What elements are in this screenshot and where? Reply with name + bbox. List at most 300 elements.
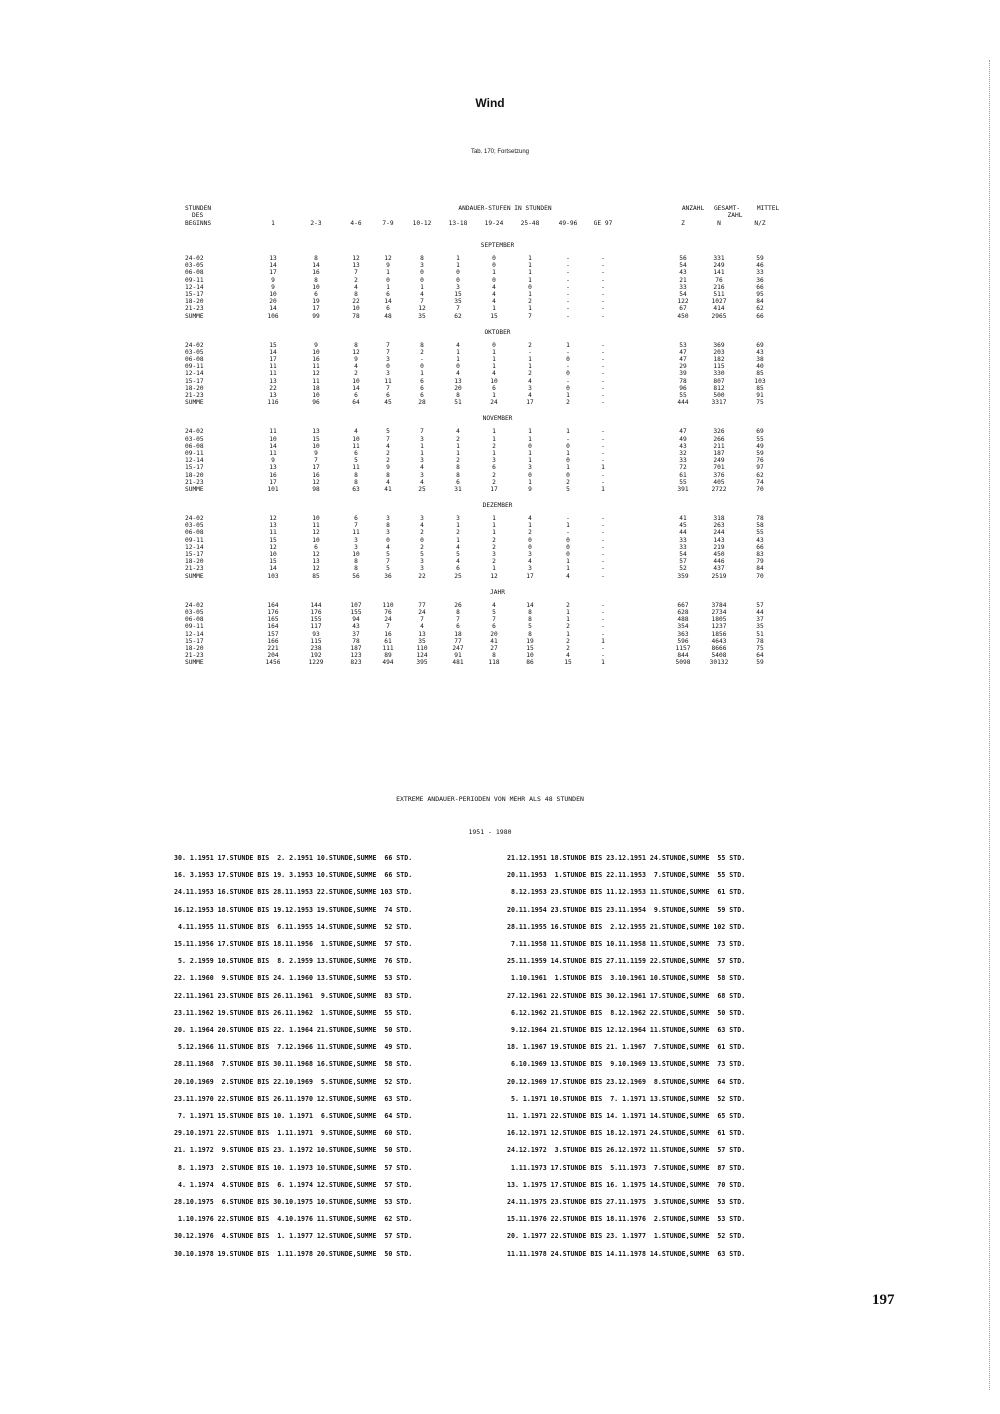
table-cell: 8	[528, 608, 532, 616]
table-cell: 9	[271, 276, 275, 284]
table-cell: 55	[756, 435, 764, 443]
table-cell: 21-23	[185, 565, 204, 573]
table-cell: 1	[492, 515, 496, 523]
table-cell: -	[601, 536, 605, 544]
table-cell: 1	[492, 269, 496, 277]
table-cell: 16	[312, 356, 320, 364]
table-cell: 0	[528, 536, 532, 544]
table-cell: -	[566, 515, 570, 523]
table-cell: 376	[713, 471, 725, 479]
table-cell: 7	[456, 305, 460, 313]
period-entry: 1.11.1973 17.STUNDE BIS 5.11.1973 7.STUNDE,SUMME 87 STD.	[507, 1163, 746, 1172]
table-cell: 54	[679, 290, 687, 298]
table-row	[185, 565, 795, 572]
table-cell: 24-02	[185, 601, 204, 609]
table-cell: 2	[528, 529, 532, 537]
table-cell: 10	[352, 377, 360, 385]
period-entry: 11.11.1978 24.STUNDE BIS 14.11.1978 14.STUNDE,SUMME 63 STD.	[507, 1249, 746, 1258]
table-cell: 7	[528, 312, 532, 320]
table-cell: 69	[756, 428, 764, 436]
table-cell: 326	[713, 428, 725, 436]
table-cell: 3	[420, 435, 424, 443]
table-cell: 143	[713, 536, 725, 544]
table-cell: 1456	[265, 659, 281, 667]
table-cell: 41	[384, 485, 392, 493]
table-cell: 24	[490, 399, 498, 407]
table-cell: 4	[528, 392, 532, 399]
table-cell: 75	[756, 644, 764, 652]
table-cell: 4	[386, 478, 390, 486]
extreme-periods-heading: EXTREME ANDAUER-PERIODEN VON MEHR ALS 48 STUNDEN	[396, 795, 584, 803]
table-cell: 1	[492, 356, 496, 364]
table-cell: 13	[269, 464, 277, 472]
table-cell: 1	[492, 435, 496, 443]
table-cell: 8	[354, 478, 358, 486]
table-cell: -	[566, 312, 570, 320]
table-cell: 8	[420, 341, 424, 349]
table-cell: 4	[420, 464, 424, 472]
table-cell: 176	[310, 608, 322, 616]
table-cell: 49	[756, 442, 764, 450]
table-cell: 14	[312, 262, 320, 270]
table-cell: 7	[386, 341, 390, 349]
table-cell: 318	[713, 515, 725, 523]
table-cell: 9	[271, 457, 275, 465]
table-cell: 7	[386, 558, 390, 566]
table-cell: 3	[528, 464, 532, 472]
table-cell: 107	[350, 601, 362, 609]
header-col-1: 1	[271, 220, 275, 227]
table-cell: 7	[420, 616, 424, 624]
table-cell: 17	[526, 572, 534, 580]
table-cell: 12	[352, 255, 360, 262]
table-cell: 11	[352, 442, 360, 450]
table-row	[185, 544, 795, 551]
table-cell: 9	[314, 341, 318, 349]
table-cell: -	[601, 442, 605, 450]
table-row	[185, 262, 795, 269]
table-cell: 0	[566, 543, 570, 551]
table-cell: 03-05	[185, 522, 204, 530]
table-cell: 6	[420, 392, 424, 399]
period-entry: 20.11.1953 1.STUNDE BIS 22.11.1953 7.STUNDE,SUMME 55 STD.	[507, 871, 746, 880]
table-cell: -	[601, 392, 605, 399]
table-cell: -	[420, 356, 424, 364]
table-cell: 59	[756, 449, 764, 457]
table-cell: -	[601, 305, 605, 313]
table-cell: 57	[679, 558, 687, 566]
table-cell: 18-20	[185, 298, 204, 306]
table-cell: 0	[492, 341, 496, 349]
table-cell: 14	[269, 348, 277, 356]
table-cell: 2	[456, 457, 460, 465]
table-cell: 12	[312, 565, 320, 573]
table-cell: 0	[566, 384, 570, 392]
table-cell: 6	[354, 392, 358, 399]
table-cell: 09-11	[185, 449, 204, 457]
table-cell: 1229	[308, 659, 324, 667]
period-entry: 28.11.1968 7.STUNDE BIS 30.11.1968 16.STUNDE,SUMME 58 STD.	[174, 1060, 413, 1069]
table-cell: 187	[713, 449, 725, 457]
table-row	[185, 659, 795, 666]
table-cell: 11	[269, 370, 277, 378]
table-cell: 20	[490, 630, 498, 638]
table-cell: 99	[312, 312, 320, 320]
table-cell: 06-08	[185, 616, 204, 624]
table-cell: 45	[679, 522, 687, 530]
table-cell: 19	[526, 637, 534, 645]
table-cell: 5	[492, 608, 496, 616]
table-cell: 14	[384, 298, 392, 306]
table-cell: 8	[354, 471, 358, 479]
table-cell: 1	[601, 637, 605, 645]
table-cell: -	[566, 305, 570, 313]
table-cell: 76	[756, 457, 764, 465]
table-cell: 1	[456, 442, 460, 450]
table-cell: 157	[267, 630, 279, 638]
table-cell: 1	[528, 305, 532, 313]
header-col-12: N	[717, 220, 721, 227]
table-cell: 46	[756, 262, 764, 270]
table-cell: 216	[713, 283, 725, 291]
table-cell: 86	[526, 659, 534, 667]
table-cell: 1	[456, 255, 460, 262]
table-cell: 76	[384, 608, 392, 616]
header-col-8: 25-48	[520, 220, 540, 227]
table-cell: 15-17	[185, 637, 204, 645]
table-cell: 5	[528, 623, 532, 631]
table-cell: 3	[420, 515, 424, 523]
table-row	[185, 515, 795, 522]
table-cell: 3	[386, 515, 390, 523]
table-row	[185, 573, 795, 580]
table-cell: 03-05	[185, 348, 204, 356]
period-entry: 30.10.1978 19.STUNDE BIS 1.11.1978 20.STUNDE,SUMME 50 STD.	[174, 1249, 413, 1258]
table-cell: 18-20	[185, 558, 204, 566]
table-cell: 6	[492, 464, 496, 472]
table-cell: 13	[312, 558, 320, 566]
table-cell: 165	[267, 616, 279, 624]
table-cell: -	[566, 290, 570, 298]
table-cell: 1	[601, 464, 605, 472]
table-cell: 36	[756, 276, 764, 284]
table-cell: 7	[314, 457, 318, 465]
table-cell: -	[566, 298, 570, 306]
period-entry: 23.11.1970 22.STUNDE BIS 26.11.1970 12.STUNDE,SUMME 63 STD.	[174, 1094, 413, 1103]
header-andauer-stufen: ANDAUER-STUFEN IN STUNDEN	[458, 205, 552, 212]
table-cell: 33	[679, 536, 687, 544]
table-cell: 5	[420, 551, 424, 558]
period-entry: 28.10.1975 6.STUNDE BIS 30.10.1975 10.STUNDE,SUMME 53 STD.	[174, 1198, 413, 1206]
table-cell: 8	[354, 290, 358, 298]
table-cell: -	[566, 363, 570, 371]
table-cell: 1	[566, 341, 570, 349]
table-cell: 0	[456, 276, 460, 284]
table-row	[185, 558, 795, 565]
table-cell: 09-11	[185, 363, 204, 371]
table-cell: 144	[310, 601, 322, 609]
table-cell: 6	[456, 478, 460, 486]
table-cell: 10	[352, 551, 360, 558]
table-cell: 06-08	[185, 269, 204, 277]
table-cell: 10	[352, 435, 360, 443]
table-cell: 03-05	[185, 262, 204, 270]
table-cell: 238	[310, 644, 322, 652]
table-cell: 3	[492, 457, 496, 465]
table-cell: 78	[352, 312, 360, 320]
table-caption: Tab. 170; Fortsetzung	[470, 149, 530, 155]
table-cell: 103	[754, 377, 766, 385]
table-cell: 11	[312, 377, 320, 385]
table-cell: 1	[566, 608, 570, 616]
table-cell: -	[601, 522, 605, 530]
table-cell: 1	[386, 283, 390, 291]
table-cell: 5	[566, 485, 570, 493]
table-cell: -	[566, 276, 570, 284]
table-cell: 2	[386, 449, 390, 457]
period-entry: 7. 1.1971 15.STUNDE BIS 10. 1.1971 6.STUNDE,SUMME 64 STD.	[174, 1112, 413, 1120]
table-cell: 203	[713, 348, 725, 356]
table-cell: 110	[382, 601, 394, 609]
period-entry: 16. 3.1953 17.STUNDE BIS 19. 3.1953 10.STUNDE,SUMME 66 STD.	[174, 871, 413, 880]
header-stunden: STUNDEN	[185, 205, 212, 212]
table-cell: -	[601, 644, 605, 652]
table-cell: 74	[756, 478, 764, 486]
table-cell: 43	[679, 269, 687, 277]
table-cell: 21-23	[185, 652, 204, 660]
table-cell: 12	[269, 515, 277, 523]
table-cell: 12	[269, 543, 277, 551]
table-cell: 44	[756, 608, 764, 616]
table-cell: SUMME	[185, 659, 204, 667]
header-mittel: MITTEL	[756, 205, 780, 212]
table-cell: 10	[269, 290, 277, 298]
table-cell: 43	[679, 442, 687, 450]
table-cell: 414	[713, 305, 725, 313]
table-cell: -	[601, 312, 605, 320]
table-cell: 4	[528, 558, 532, 566]
table-cell: 97	[756, 464, 764, 472]
table-cell: 1	[601, 485, 605, 493]
table-cell: 45	[384, 399, 392, 407]
period-entry: 18. 1.1967 19.STUNDE BIS 21. 1.1967 7.STUNDE,SUMME 61 STD.	[507, 1043, 746, 1052]
table-cell: 1	[456, 536, 460, 544]
table-cell: 1	[456, 449, 460, 457]
period-entry: 4.11.1955 11.STUNDE BIS 6.11.1955 14.STUNDE,SUMME 52 STD.	[174, 922, 413, 931]
table-cell: 15	[454, 290, 462, 298]
table-cell: 1027	[711, 298, 727, 306]
table-cell: 22	[269, 384, 277, 392]
table-cell: 1	[420, 442, 424, 450]
table-cell: 48	[384, 312, 392, 320]
table-cell: -	[601, 356, 605, 364]
table-cell: 32	[679, 449, 687, 457]
table-cell: 187	[350, 644, 362, 652]
table-cell: 6	[354, 449, 358, 457]
table-cell: 5	[354, 457, 358, 465]
table-cell: 1	[492, 522, 496, 530]
table-cell: 4	[566, 652, 570, 660]
table-cell: 2734	[711, 608, 727, 616]
table-cell: 1	[566, 630, 570, 638]
table-cell: 64	[352, 399, 360, 407]
table-cell: 4	[420, 522, 424, 530]
table-cell: 2	[566, 399, 570, 407]
table-cell: 77	[418, 601, 426, 609]
table-cell: SUMME	[185, 399, 204, 407]
table-cell: 89	[384, 652, 392, 660]
table-cell: 43	[756, 348, 764, 356]
table-cell: 18	[312, 384, 320, 392]
table-cell: 4	[566, 572, 570, 580]
table-cell: 444	[677, 399, 689, 407]
table-cell: 61	[679, 471, 687, 479]
table-cell: -	[566, 262, 570, 270]
table-cell: 1	[528, 269, 532, 277]
table-cell: 13	[269, 377, 277, 385]
table-cell: 62	[756, 305, 764, 313]
table-cell: 15-17	[185, 551, 204, 558]
table-cell: 10	[269, 551, 277, 558]
table-cell: -	[601, 608, 605, 616]
table-cell: 2	[528, 298, 532, 306]
table-cell: 3	[528, 384, 532, 392]
table-cell: 1	[386, 269, 390, 277]
table-cell: 26	[454, 601, 462, 609]
table-cell: 15	[269, 536, 277, 544]
table-cell: -	[601, 449, 605, 457]
table-cell: 8	[456, 392, 460, 399]
table-cell: 11	[269, 428, 277, 436]
table-cell: 9	[314, 449, 318, 457]
table-cell: 3	[420, 565, 424, 573]
table-row	[185, 291, 795, 298]
table-row	[185, 378, 795, 385]
table-cell: 391	[677, 485, 689, 493]
period-entry: 15.11.1976 22.STUNDE BIS 18.11.1976 2.STUNDE,SUMME 53 STD.	[507, 1215, 746, 1224]
table-cell: 1	[420, 370, 424, 378]
table-row	[185, 356, 795, 363]
table-cell: 15-17	[185, 377, 204, 385]
table-cell: 16	[384, 630, 392, 638]
table-cell: 59	[756, 255, 764, 262]
table-cell: -	[601, 478, 605, 486]
table-cell: -	[601, 543, 605, 551]
table-cell: 6	[354, 515, 358, 523]
table-cell: 54	[679, 551, 687, 558]
period-entry: 30. 1.1951 17.STUNDE BIS 2. 2.1951 10.STUNDE,SUMME 66 STD.	[174, 854, 413, 862]
table-cell: 2	[420, 543, 424, 551]
table-row	[185, 399, 795, 406]
table-cell: 116	[267, 399, 279, 407]
table-cell: 7	[420, 298, 424, 306]
table-cell: -	[601, 558, 605, 566]
table-cell: 20	[454, 384, 462, 392]
table-cell: -	[601, 515, 605, 523]
table-row	[185, 602, 795, 609]
table-cell: 15-17	[185, 464, 204, 472]
table-cell: 488	[677, 616, 689, 624]
table-cell: 2	[492, 442, 496, 450]
table-cell: 3	[492, 551, 496, 558]
table-cell: 3	[456, 515, 460, 523]
period-entry: 21.12.1951 18.STUNDE BIS 23.12.1951 24.STUNDE,SUMME 55 STD.	[507, 854, 746, 862]
period-entry: 7.11.1958 11.STUNDE BIS 10.11.1958 11.STUNDE,SUMME 73 STD.	[507, 940, 746, 948]
table-cell: 10	[312, 283, 320, 291]
table-row	[185, 645, 795, 652]
table-cell: 6	[420, 377, 424, 385]
table-cell: 2	[354, 276, 358, 284]
table-cell: 14	[269, 305, 277, 313]
table-cell: 0	[528, 283, 532, 291]
period-entry: 13. 1.1975 17.STUNDE BIS 16. 1.1975 14.STUNDE,SUMME 70 STD.	[507, 1180, 746, 1189]
table-cell: 7	[386, 384, 390, 392]
table-cell: 67	[679, 305, 687, 313]
table-cell: 9	[271, 283, 275, 291]
table-cell: 101	[267, 485, 279, 493]
table-cell: 0	[420, 363, 424, 371]
table-row	[185, 652, 795, 659]
table-cell: -	[601, 363, 605, 371]
table-cell: 110	[416, 644, 428, 652]
table-cell: 66	[756, 543, 764, 551]
table-cell: 5	[386, 428, 390, 436]
table-cell: 8	[456, 608, 460, 616]
table-cell: 25	[418, 485, 426, 493]
table-cell: 2	[566, 637, 570, 645]
table-cell: 61	[384, 637, 392, 645]
table-cell: 8	[386, 471, 390, 479]
header-des: DES	[192, 212, 204, 219]
table-cell: 7	[456, 616, 460, 624]
table-cell: 117	[310, 623, 322, 631]
table-cell: 1856	[711, 630, 727, 638]
header-beginns: BEGINNS	[185, 220, 212, 227]
table-cell: 12-14	[185, 543, 204, 551]
table-cell: 2	[566, 478, 570, 486]
table-row	[185, 443, 795, 450]
table-cell: 2	[528, 370, 532, 378]
table-cell: 2	[354, 370, 358, 378]
table-row	[185, 284, 795, 291]
table-cell: 111	[382, 644, 394, 652]
table-cell: 1	[456, 356, 460, 364]
table-cell: 596	[677, 637, 689, 645]
table-cell: 20	[269, 298, 277, 306]
period-entry: 16.12.1953 18.STUNDE BIS 19.12.1953 19.STUNDE,SUMME 74 STD.	[174, 905, 413, 914]
table-cell: 11	[269, 363, 277, 371]
table-cell: 55	[679, 392, 687, 399]
period-entry: 5.12.1966 11.STUNDE BIS 7.12.1966 11.STUNDE,SUMME 49 STD.	[174, 1043, 413, 1052]
table-cell: 69	[756, 341, 764, 349]
table-cell: 85	[312, 572, 320, 580]
table-cell: 4	[354, 283, 358, 291]
table-cell: 4	[492, 298, 496, 306]
header-col-10: GE 97	[593, 220, 613, 227]
table-cell: 0	[456, 363, 460, 371]
table-cell: 09-11	[185, 276, 204, 284]
table-cell: 9	[354, 356, 358, 364]
table-cell: 98	[312, 485, 320, 493]
table-cell: 155	[350, 608, 362, 616]
table-cell: 354	[677, 623, 689, 631]
table-cell: 83	[756, 551, 764, 558]
table-cell: 6	[314, 290, 318, 298]
table-cell: 2	[386, 457, 390, 465]
table-cell: 3317	[711, 399, 727, 407]
table-cell: 35	[418, 637, 426, 645]
table-cell: 1	[528, 449, 532, 457]
